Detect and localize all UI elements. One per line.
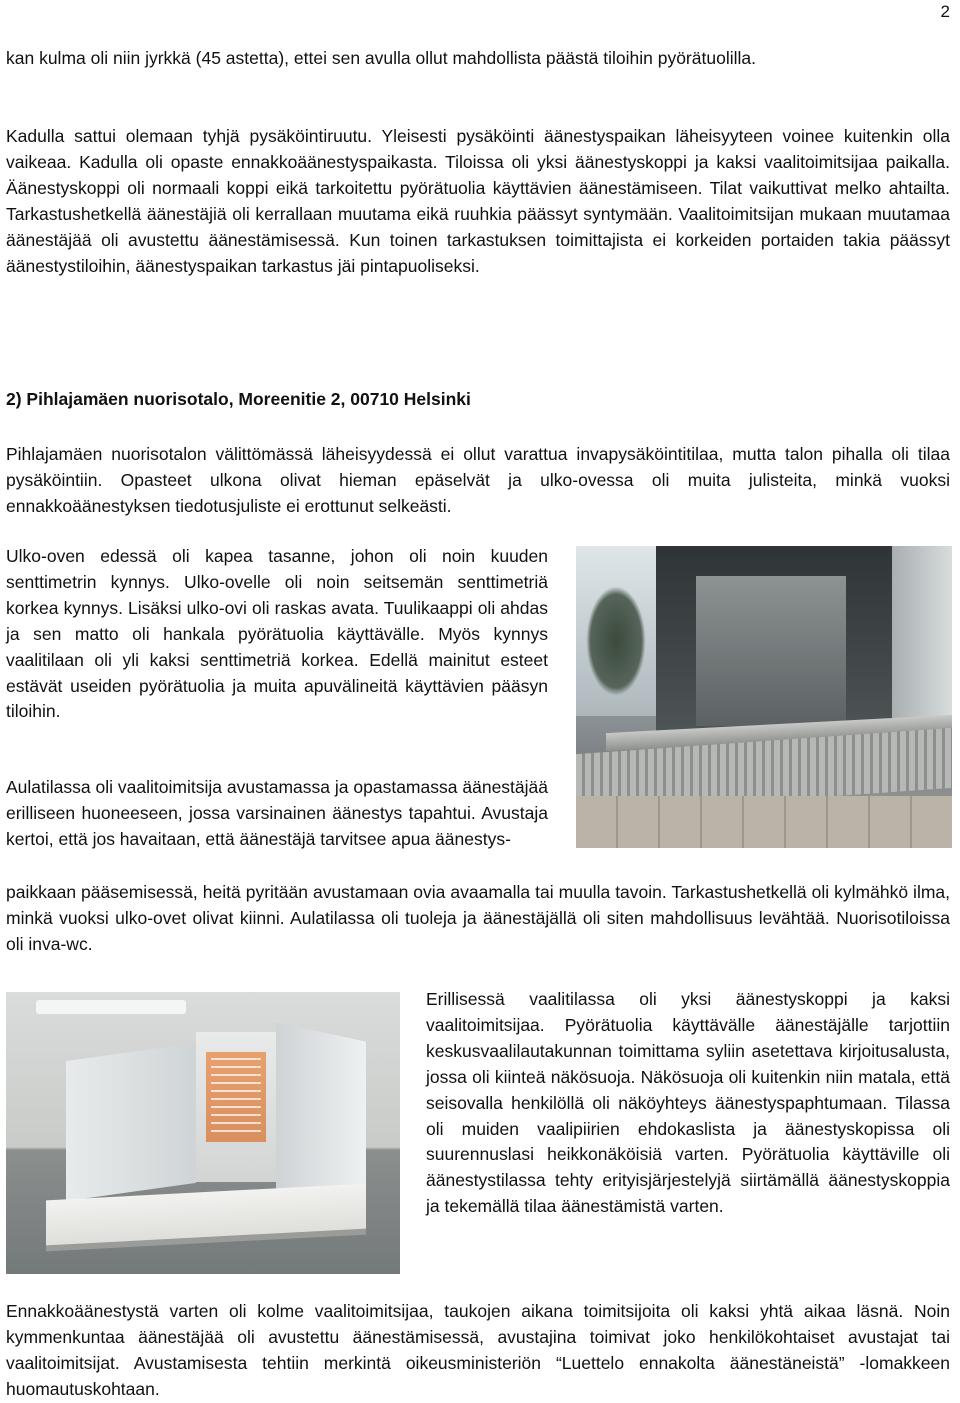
paragraph-entrance: Ulko-oven edessä oli kapea tasanne, johon oli noin kuuden senttimetrin kynnys. Ulko-ovelle oli noin seitsemän senttimetriä korkea kynnys. Lisäksi ulko-ovi oli raskas avata. Tuulikaappi oli ahdas ja sen matto oli hankala pyörätuolia käyttävälle. Myös kynnys vaalitilaan oli yli kaksi senttimetriä korkea. Edellä mainitut esteet estävät useiden pyörätuolia ja muita apuvälineitä käyttävien pääsyn tiloihin. (6, 546, 548, 722)
paragraph-voting-room: Erillisessä vaalitilassa oli yksi äänestyskoppi ja kaksi vaalitoimitsijaa. Pyörätuolia käyttävälle äänestäjälle tarjottiin keskusvaalilautakunnan toimittama syliin asetettava kirjoitusalusta, jossa oli kiinteä näkösuoja. Näkösuoja oli kuitenkin niin matala, että seisovalla henkilöllä oli näköyhteys äänestyspaphtumaan. Tilassa oli muiden vaalipiirien ehdokaslista ja äänestyskopissa oli suurennuslasi heikkonäköisiä varten. Pyörätuolia käyttäville oli äänestystilassa tehty erityisjärjestelyjä siirtämällä äänestyskoppia ja tekemällä tilaa äänestämistä varten. (426, 989, 950, 1217)
paragraph-continuation: kan kulma oli niin jyrkkä (45 astetta), ettei sen avulla ollut mahdollista päästä tiloihin pyörätuolilla. (6, 48, 756, 68)
page-number: 2 (940, 2, 950, 21)
paragraph-lobby-end: paikkaan pääsemisessä, heitä pyritään avustamaan ovia avaamalla tai muulla tavoin. Tarkastushetkellä oli kylmähkö ilma, minkä vuoksi ulko-ovet olivat kiinni. Aulatilassa oli tuoleja ja äänestäjällä oli siten mahdollisuus levähtää. Nuorisotiloissa oli inva-wc. (6, 882, 950, 954)
paragraph-pihlajamaki-parking: Pihlajamäen nuorisotalon välittömässä läheisyydessä ei ollut varattua invapysäköintitilaa, mutta talon pihalla oli tilaa pysäköintiin. Opasteet ulkona olivat hieman epäselvät ja ulko-ovessa oli muita julisteita, minkä vuoksi ennakkoäänestyksen tiedotusjuliste ei erottunut selkeästi. (6, 444, 950, 516)
paragraph-parking: Kadulla sattui olemaan tyhjä pysäköintiruutu. Yleisesti pysäköinti äänestyspaikan läheisyyteen voinee kuitenkin olla vaikeaa. Kadulla oli opaste ennakkoäänestyspaikasta. Tiloissa oli yksi äänestyskoppi ja kaksi vaalitoimitsijaa paikalla. Äänestyskoppi oli normaali koppi eikä tarkoitettu pyörätuolia käyttävien äänestämiseen. Tilat vaikuttivat melko ahtailta. Tarkastushetkellä äänestäjiä oli kerrallaan muutama eikä ruuhkia päässyt syntymään. Vaalitoimitsijan mukaan muutamaa äänestäjää oli avustettu äänestämisessä. Kun toinen tarkastuksen toimittajista ei korkeiden portaiden takia päässyt äänestystiloihin, äänestyspaikan tarkastus jäi pintapuoliseksi. (6, 126, 950, 276)
paragraph-officials: Ennakkoäänestystä varten oli kolme vaalitoimitsijaa, taukojen aikana toimitsijoita oli kaksi yhtä aikaa läsnä. Noin kymmenkuntaa äänestäjää oli avustettu äänestämisessä, avustajina toimivat joko henkilökohtaiset avustajat tai vaalitoimitsijat. Avustamisesta tehtiin merkintä oikeusministeriön “Luettelo ennakolta äänestäneistä” -lomakkeen huomautuskohtaan. (6, 1301, 950, 1399)
paragraph-lobby-start: Aulatilassa oli vaalitoimitsija avustamassa ja opastamassa äänestäjää erilliseen huoneeseen, jossa varsinainen äänestys tapahtui. Avustaja kertoi, että jos havaitaan, että äänestäjä tarvitsee apua äänestys- (6, 777, 548, 849)
voting-booth-photo (6, 992, 400, 1274)
entrance-photo (576, 546, 952, 848)
section-heading: 2) Pihlajamäen nuorisotalo, Moreenitie 2, 00710 Helsinki (6, 389, 471, 409)
